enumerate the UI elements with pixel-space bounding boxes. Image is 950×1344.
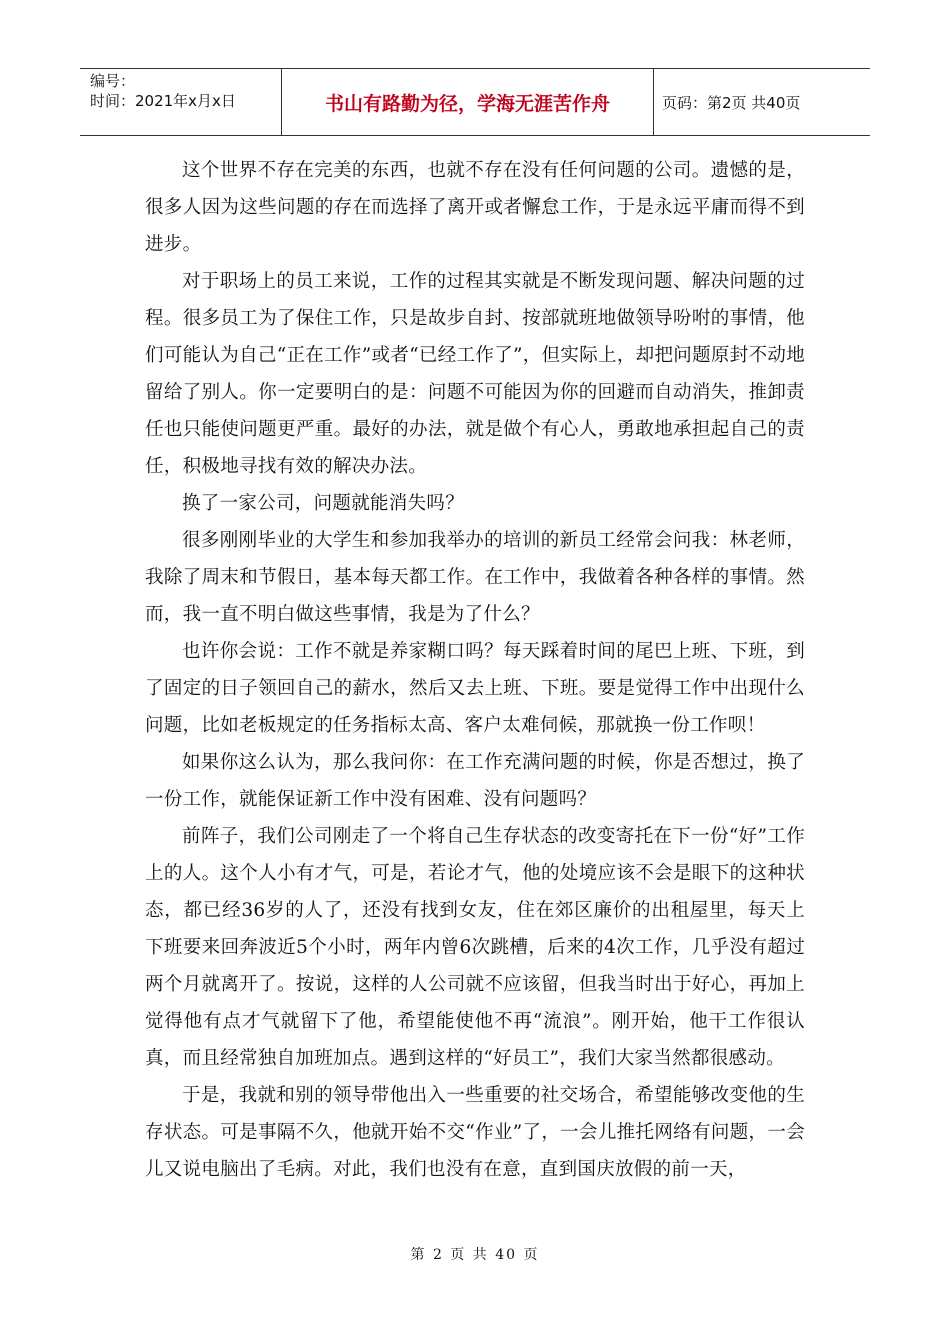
page-info: 页码：第2页 共40页 <box>662 93 801 112</box>
paragraph: 很多刚刚毕业的大学生和参加我举办的培训的新员工经常会问我：林老师，我除了周末和节假日，基本每天都工作。在工作中，我做着各种各样的事情。然而，我一直不明白做这些事情，我是为了什么？ <box>145 530 805 625</box>
document-body <box>145 152 805 1188</box>
paragraph: 前阵子，我们公司刚走了一个将自己生存状态的改变寄托在下一份“好”工作上的人。这个人小有才气，可是，若论才气，他的处境应该不会是眼下的这种状态，都已经36岁的人了，还没有找到女友，住在郊区廉价的出租屋里，每天上下班要来回奔波近5个小时，两年内曾6次跳槽，后来的4次工作，几乎没有超过两个月就离开了。按说，这样的人公司就不应该留，但我当时出于好心，再加上觉得他有点才气就留下了他，希望能使他不再“流浪”。刚开始，他干工作很认真，而且经常独自加班加点。遇到这样的“好员工”，我们大家当然都很感动。 <box>145 826 805 1069</box>
page-header <box>80 68 870 136</box>
header-meta-cell <box>80 69 282 135</box>
paragraph: 如果你这么认为，那么我问你：在工作充满问题的时候，你是否想过，换了一份工作，就能保证新工作中没有困难、没有问题吗？ <box>145 752 805 810</box>
paragraph: 换了一家公司，问题就能消失吗？ <box>182 493 465 514</box>
date-label: 时间：2021年x月x日 <box>90 92 236 110</box>
paragraph: 于是，我就和别的领导带他出入一些重要的社交场合，希望能够改变他的生存状态。可是事隔不久，他就开始不交“作业”了，一会儿推托网络有问题，一会儿又说电脑出了毛病。对此，我们也没有在意，直到国庆放假的前一天， <box>145 1085 805 1180</box>
motto: 书山有路勤为径，学海无涯苦作舟 <box>282 69 654 135</box>
paragraph: 也许你会说：工作不就是养家糊口吗？每天踩着时间的尾巴上班、下班，到了固定的日子领回自己的薪水，然后又去上班、下班。要是觉得工作中出现什么问题，比如老板规定的任务指标太高、客户太难伺候，那就换一份工作呗！ <box>145 641 805 736</box>
paragraph: 这个世界不存在完美的东西，也就不存在没有任何问题的公司。遗憾的是，很多人因为这些问题的存在而选择了离开或者懈怠工作，于是永远平庸而得不到进步。 <box>145 160 805 255</box>
number-label: 编号： <box>90 72 136 90</box>
paragraph: 对于职场上的员工来说，工作的过程其实就是不断发现问题、解决问题的过程。很多员工为了保住工作，只是故步自封、按部就班地做领导吩咐的事情，他们可能认为自己“正在工作”或者“已经工作了”，但实际上，却把问题原封不动地留给了别人。你一定要明白的是：问题不可能因为你的回避而自动消失，推卸责任也只能使问题更严重。最好的办法，就是做个有心人，勇敢地承担起自己的责任，积极地寻找有效的解决办法。 <box>145 271 805 477</box>
page-footer: 第 2 页 共 40 页 <box>410 1247 540 1263</box>
